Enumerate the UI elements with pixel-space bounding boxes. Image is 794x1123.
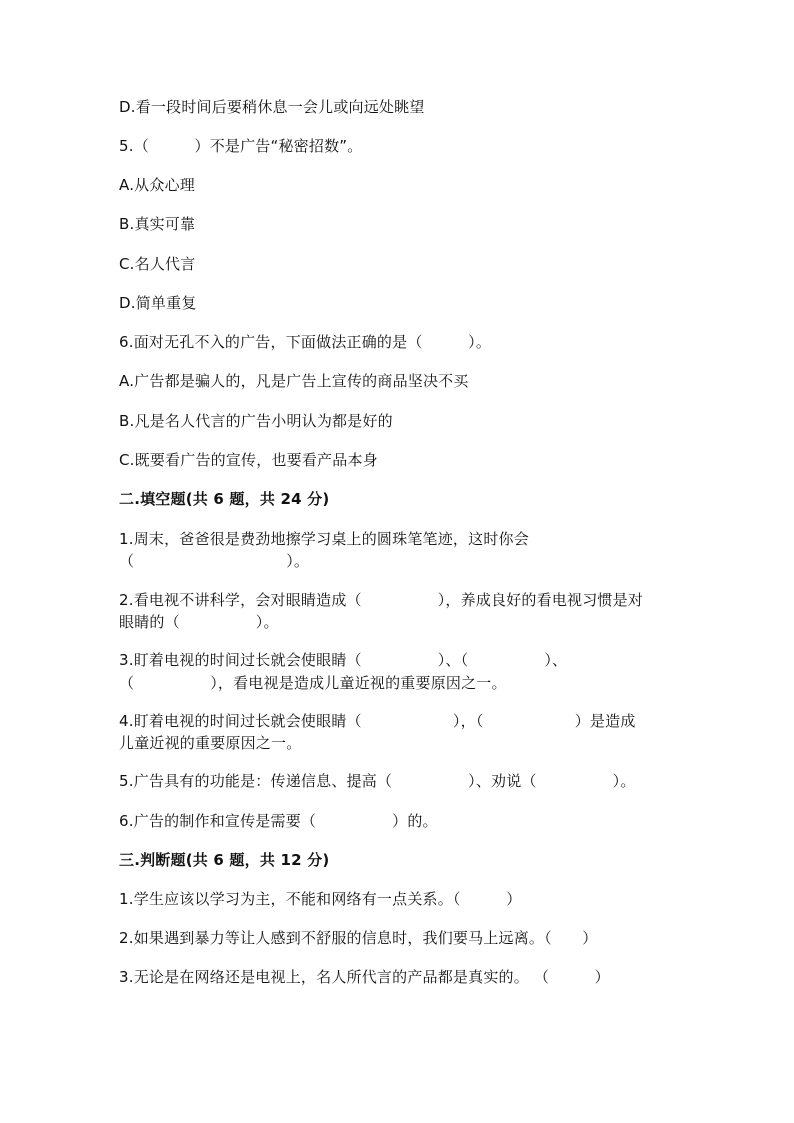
fill-question-2: 2.看电视不讲科学，会对眼睛造成（ ），养成良好的看电视习惯是对 [119,591,644,609]
fill-question-4-cont: 儿童近视的重要原因之一。 [119,734,302,752]
option-a-q6: A.广告都是骗人的，凡是广告上宣传的商品坚决不买 [119,372,469,390]
fill-question-4: 4.盯着电视的时间过长就会使眼睛（ ），（ ）是造成 [119,712,636,730]
question-6: 6.面对无孔不入的广告，下面做法正确的是（ ）。 [119,333,492,351]
section-fill-blank-heading: 二.填空题(共 6 题，共 24 分) [119,490,330,508]
fill-question-3-cont: （ ），看电视是造成儿童近视的重要原因之一。 [119,674,507,692]
fill-question-5: 5.广告具有的功能是：传递信息、提高（ ）、劝说（ ）。 [119,772,636,790]
fill-question-6: 6.广告的制作和宣传是需要（ ）的。 [119,812,438,830]
judge-question-3: 3.无论是在网络还是电视上，名人所代言的产品都是真实的。 （ ） [119,968,610,986]
section-judge-heading: 三.判断题(共 6 题，共 12 分) [119,851,330,869]
fill-question-1-blank: （ ）。 [119,552,310,570]
question-5: 5.（ ）不是广告“秘密招数”。 [119,137,363,155]
option-b-q5: B.真实可靠 [119,215,196,233]
option-c-q5: C.名人代言 [119,255,196,273]
fill-question-2-cont: 眼睛的（ ）。 [119,613,279,631]
fill-question-1: 1.周末，爸爸很是费劲地擦学习桌上的圆珠笔笔迹，这时你会 [119,530,529,548]
judge-question-1: 1.学生应该以学习为主，不能和网络有一点关系。（ ） [119,890,522,908]
option-d-q4: D.看一段时间后要稍休息一会儿或向远处眺望 [119,98,425,116]
fill-question-3: 3.盯着电视的时间过长就会使眼睛（ ）、（ ）、 [119,651,568,669]
option-b-q6: B.凡是名人代言的广告小明认为都是好的 [119,412,393,430]
option-c-q6: C.既要看广告的宣传，也要看产品本身 [119,451,378,469]
option-a-q5: A.从众心理 [119,176,195,194]
option-d-q5: D.简单重复 [119,294,197,312]
judge-question-2: 2.如果遇到暴力等让人感到不舒服的信息时，我们要马上远离。（ ） [119,929,598,947]
